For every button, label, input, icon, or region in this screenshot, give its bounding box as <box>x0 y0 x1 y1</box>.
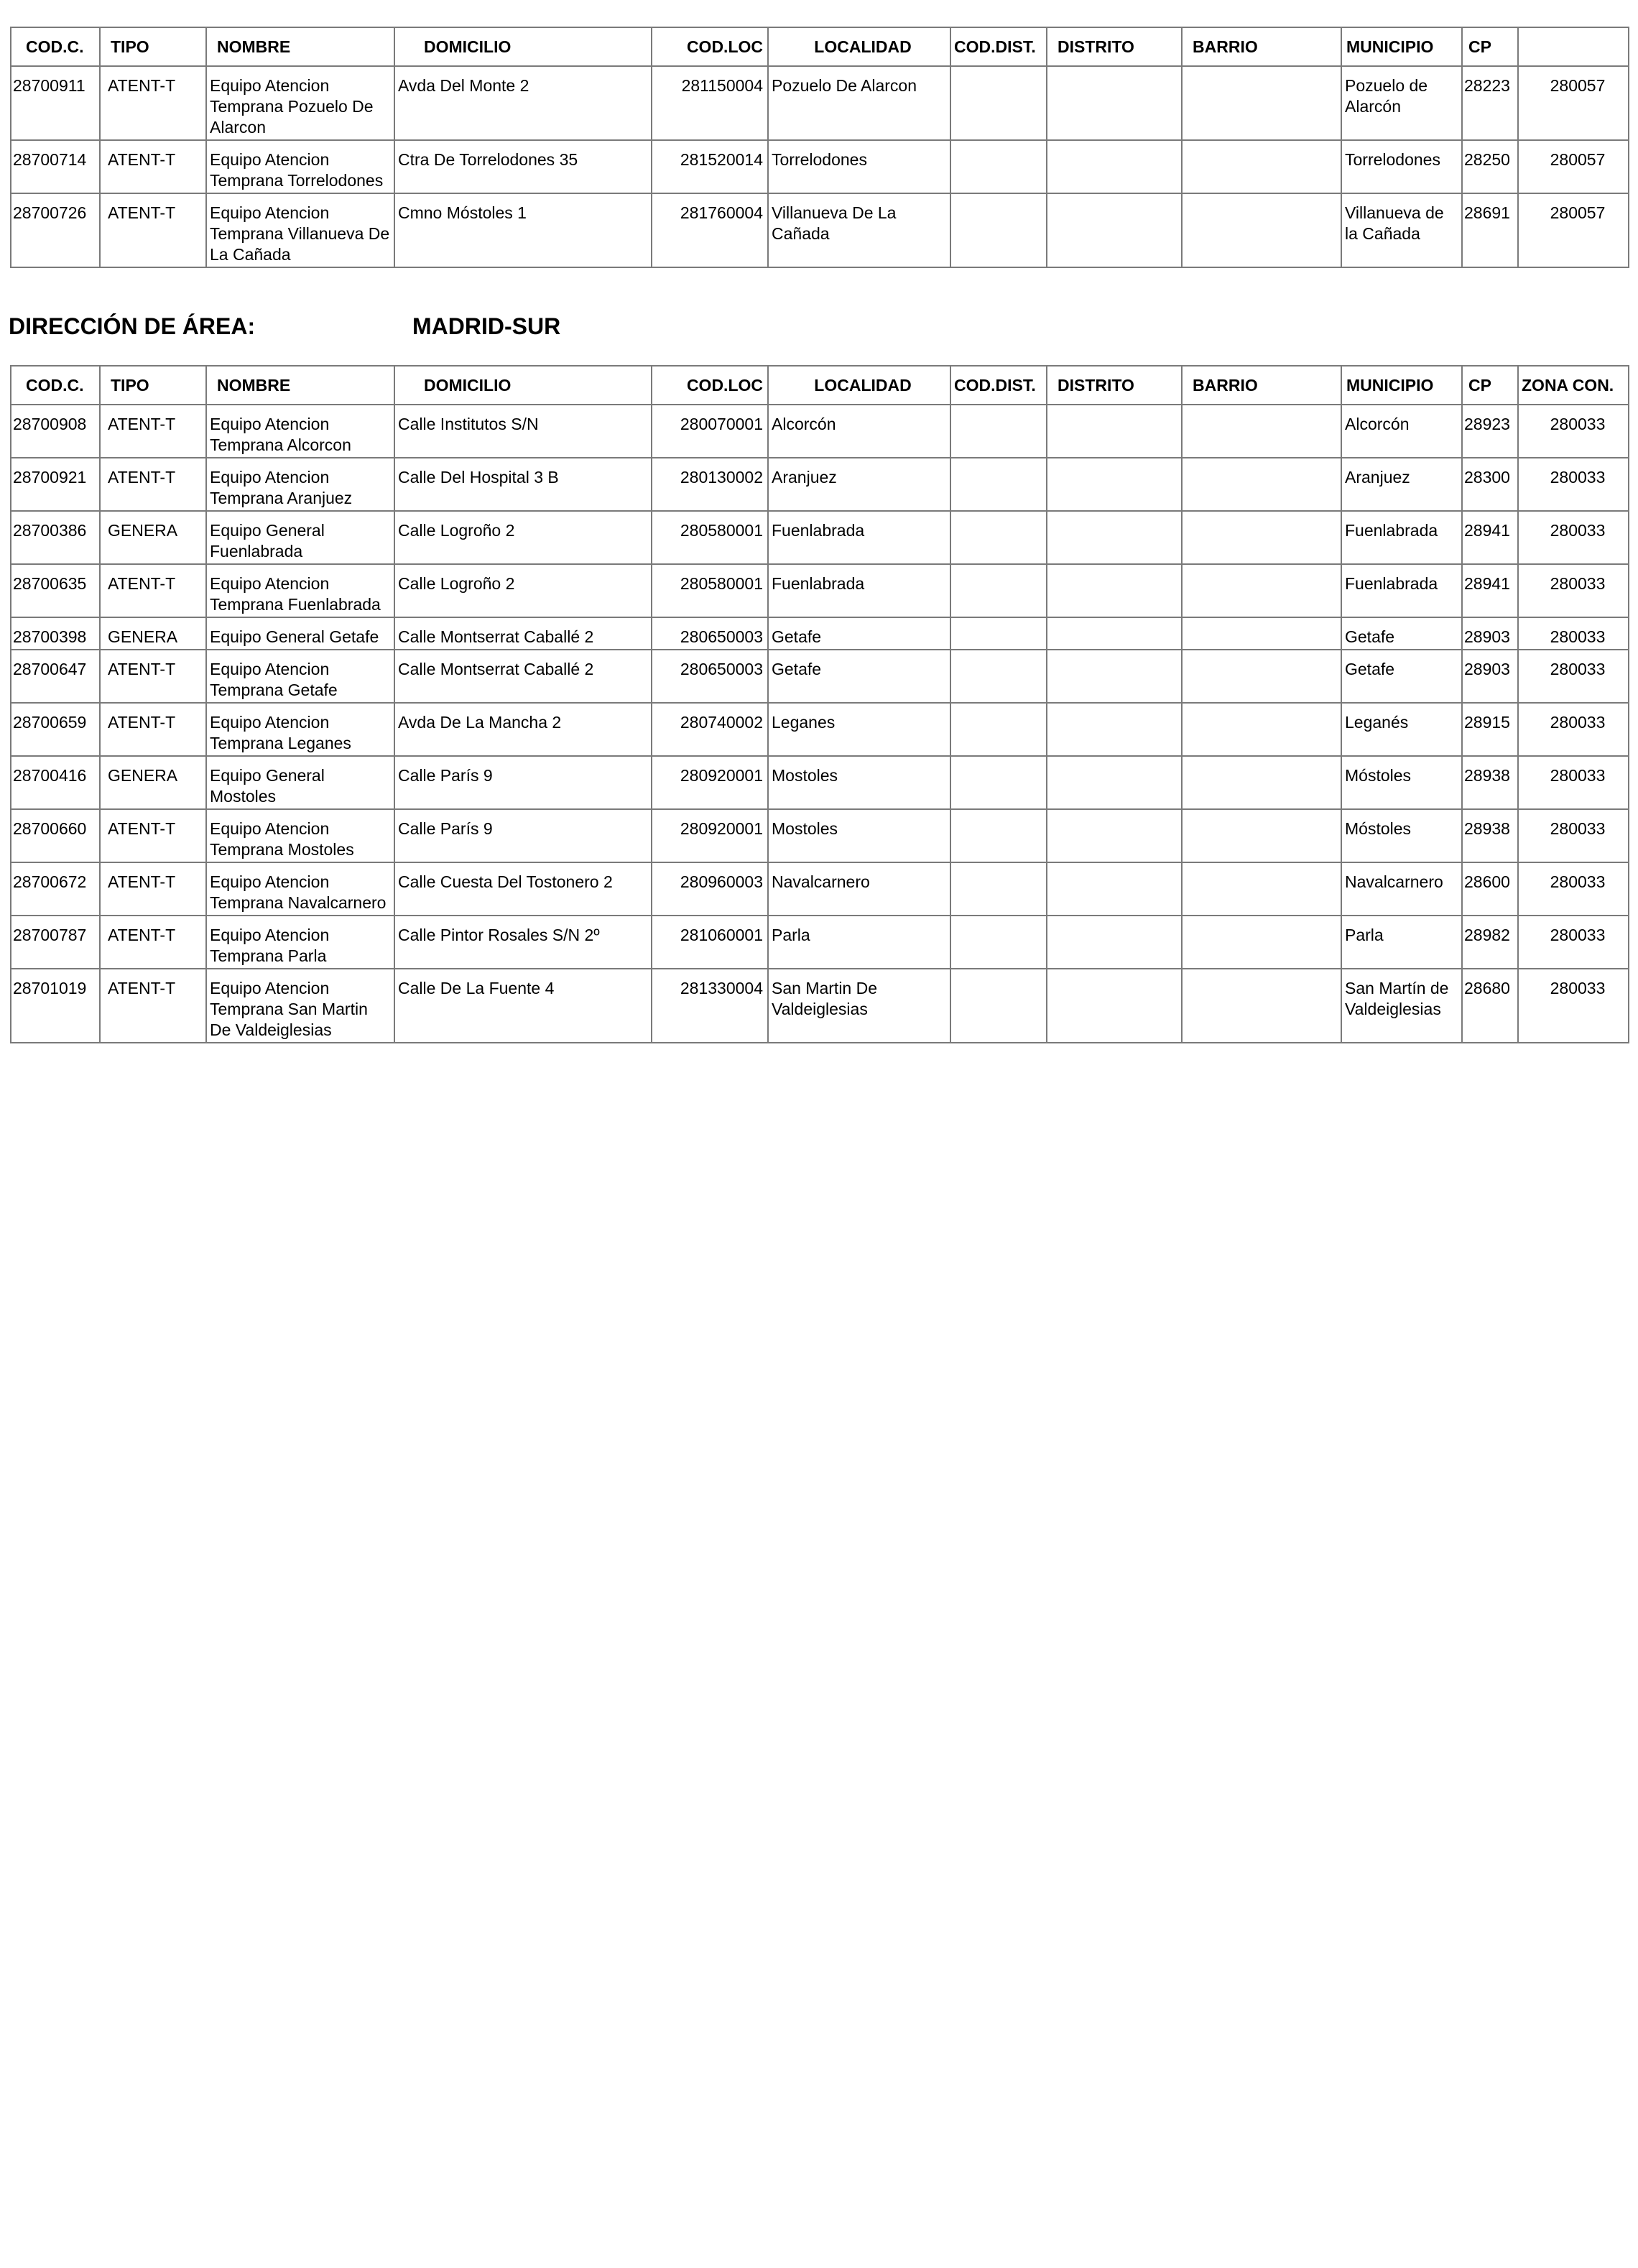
cell-cp: 28223 <box>1462 66 1518 140</box>
cell-tipo: GENERA <box>100 511 206 564</box>
col-header-localidad: LOCALIDAD <box>768 366 950 405</box>
cell-zona: 280033 <box>1518 458 1629 511</box>
cell-codc: 28700398 <box>11 617 100 650</box>
cell-cp: 28915 <box>1462 703 1518 756</box>
cell-coddist <box>950 458 1047 511</box>
cell-distrito <box>1047 809 1182 862</box>
table-row <box>11 405 1629 458</box>
cell-zona: 280033 <box>1518 703 1629 756</box>
cell-nombre: Equipo General Mostoles <box>206 756 394 809</box>
cell-domicilio: Calle Logroño 2 <box>394 564 652 617</box>
cell-barrio <box>1182 969 1341 1043</box>
cell-localidad: Navalcarnero <box>768 862 950 916</box>
cell-municipio: Alcorcón <box>1341 405 1462 458</box>
cell-cp: 28300 <box>1462 458 1518 511</box>
cell-barrio <box>1182 862 1341 916</box>
cell-domicilio: Ctra De Torrelodones 35 <box>394 140 652 193</box>
cell-zona: 280033 <box>1518 405 1629 458</box>
cell-cp: 28938 <box>1462 809 1518 862</box>
table-row <box>11 809 1629 862</box>
cell-cp: 28938 <box>1462 756 1518 809</box>
cell-barrio <box>1182 140 1341 193</box>
cell-nombre: Equipo Atencion Temprana Getafe <box>206 650 394 703</box>
col-header-domicilio: DOMICILIO <box>394 366 652 405</box>
cell-tipo: ATENT-T <box>100 809 206 862</box>
cell-barrio <box>1182 511 1341 564</box>
col-header-codc: COD.C. <box>11 366 100 405</box>
table-body <box>11 405 1629 1043</box>
col-header-nombre: NOMBRE <box>206 27 394 66</box>
col-header-tipo: TIPO <box>100 366 206 405</box>
cell-distrito <box>1047 405 1182 458</box>
cell-codloc: 280580001 <box>652 564 768 617</box>
cell-coddist <box>950 916 1047 969</box>
table-row <box>11 969 1629 1043</box>
cell-barrio <box>1182 703 1341 756</box>
cell-distrito <box>1047 916 1182 969</box>
cell-nombre: Equipo Atencion Temprana Parla <box>206 916 394 969</box>
cell-localidad: Pozuelo De Alarcon <box>768 66 950 140</box>
col-header-cp: CP <box>1462 366 1518 405</box>
col-header-tipo: TIPO <box>100 27 206 66</box>
cell-coddist <box>950 969 1047 1043</box>
cell-municipio: Fuenlabrada <box>1341 511 1462 564</box>
cell-coddist <box>950 140 1047 193</box>
cell-municipio: Navalcarnero <box>1341 862 1462 916</box>
cell-nombre: Equipo Atencion Temprana Navalcarnero <box>206 862 394 916</box>
cell-codloc: 281060001 <box>652 916 768 969</box>
cell-coddist <box>950 617 1047 650</box>
table-row <box>11 862 1629 916</box>
cell-codc: 28700647 <box>11 650 100 703</box>
cell-zona: 280057 <box>1518 193 1629 267</box>
cell-municipio: San Martín de Valdeiglesias <box>1341 969 1462 1043</box>
cell-distrito <box>1047 650 1182 703</box>
cell-codc: 28700911 <box>11 66 100 140</box>
cell-codc: 28701019 <box>11 969 100 1043</box>
col-header-zona-empty <box>1518 27 1629 66</box>
cell-codc: 28700672 <box>11 862 100 916</box>
cell-coddist <box>950 650 1047 703</box>
cell-cp: 28903 <box>1462 650 1518 703</box>
cell-domicilio: Calle Montserrat Caballé 2 <box>394 650 652 703</box>
cell-codloc: 280580001 <box>652 511 768 564</box>
cell-barrio <box>1182 66 1341 140</box>
cell-tipo: ATENT-T <box>100 916 206 969</box>
cell-localidad: Mostoles <box>768 756 950 809</box>
cell-domicilio: Calle París 9 <box>394 756 652 809</box>
col-header-barrio: BARRIO <box>1182 27 1341 66</box>
table-row <box>11 458 1629 511</box>
cell-coddist <box>950 193 1047 267</box>
col-header-coddist: COD.DIST. <box>950 366 1047 405</box>
cell-localidad: Mostoles <box>768 809 950 862</box>
cell-municipio: Fuenlabrada <box>1341 564 1462 617</box>
table-row <box>11 756 1629 809</box>
col-header-distrito: DISTRITO <box>1047 366 1182 405</box>
cell-tipo: ATENT-T <box>100 458 206 511</box>
table-body <box>11 66 1629 267</box>
cell-municipio: Villanueva de la Cañada <box>1341 193 1462 267</box>
cell-codloc: 280920001 <box>652 809 768 862</box>
cell-cp: 28941 <box>1462 511 1518 564</box>
cell-municipio: Móstoles <box>1341 809 1462 862</box>
cell-barrio <box>1182 617 1341 650</box>
cell-localidad: San Martin De Valdeiglesias <box>768 969 950 1043</box>
cell-zona: 280033 <box>1518 862 1629 916</box>
cell-localidad: Fuenlabrada <box>768 564 950 617</box>
cell-domicilio: Avda De La Mancha 2 <box>394 703 652 756</box>
cell-barrio <box>1182 458 1341 511</box>
cell-distrito <box>1047 458 1182 511</box>
cell-tipo: ATENT-T <box>100 564 206 617</box>
cell-municipio: Getafe <box>1341 650 1462 703</box>
cell-localidad: Fuenlabrada <box>768 511 950 564</box>
cell-coddist <box>950 809 1047 862</box>
cell-codc: 28700659 <box>11 703 100 756</box>
cell-distrito <box>1047 564 1182 617</box>
cell-distrito <box>1047 969 1182 1043</box>
cell-codc: 28700726 <box>11 193 100 267</box>
cell-tipo: ATENT-T <box>100 405 206 458</box>
cell-coddist <box>950 703 1047 756</box>
cell-barrio <box>1182 916 1341 969</box>
cell-municipio: Móstoles <box>1341 756 1462 809</box>
cell-nombre: Equipo Atencion Temprana Aranjuez <box>206 458 394 511</box>
cell-cp: 28923 <box>1462 405 1518 458</box>
centers-table-madrid-sur <box>10 365 1629 1043</box>
cell-zona: 280033 <box>1518 809 1629 862</box>
cell-tipo: ATENT-T <box>100 703 206 756</box>
cell-nombre: Equipo Atencion Temprana Torrelodones <box>206 140 394 193</box>
cell-barrio <box>1182 809 1341 862</box>
cell-domicilio: Calle De La Fuente 4 <box>394 969 652 1043</box>
cell-codloc: 281760004 <box>652 193 768 267</box>
cell-zona: 280033 <box>1518 916 1629 969</box>
cell-zona: 280033 <box>1518 650 1629 703</box>
col-header-nombre: NOMBRE <box>206 366 394 405</box>
cell-localidad: Torrelodones <box>768 140 950 193</box>
col-header-cp: CP <box>1462 27 1518 66</box>
cell-distrito <box>1047 617 1182 650</box>
cell-domicilio: Cmno Móstoles 1 <box>394 193 652 267</box>
cell-nombre: Equipo Atencion Temprana Alcorcon <box>206 405 394 458</box>
cell-domicilio: Calle Institutos S/N <box>394 405 652 458</box>
cell-cp: 28982 <box>1462 916 1518 969</box>
cell-barrio <box>1182 193 1341 267</box>
cell-nombre: Equipo General Fuenlabrada <box>206 511 394 564</box>
col-header-municipio: MUNICIPIO <box>1341 27 1462 66</box>
cell-coddist <box>950 405 1047 458</box>
cell-localidad: Getafe <box>768 650 950 703</box>
cell-codloc: 280960003 <box>652 862 768 916</box>
cell-codloc: 280740002 <box>652 703 768 756</box>
cell-tipo: ATENT-T <box>100 969 206 1043</box>
cell-nombre: Equipo Atencion Temprana Fuenlabrada <box>206 564 394 617</box>
section-value: MADRID-SUR <box>412 313 561 339</box>
cell-cp: 28941 <box>1462 564 1518 617</box>
col-header-municipio: MUNICIPIO <box>1341 366 1462 405</box>
cell-cp: 28903 <box>1462 617 1518 650</box>
cell-distrito <box>1047 140 1182 193</box>
cell-zona: 280057 <box>1518 140 1629 193</box>
cell-domicilio: Avda Del Monte 2 <box>394 66 652 140</box>
cell-zona: 280033 <box>1518 756 1629 809</box>
cell-coddist <box>950 756 1047 809</box>
cell-codloc: 281150004 <box>652 66 768 140</box>
cell-tipo: ATENT-T <box>100 650 206 703</box>
cell-tipo: ATENT-T <box>100 140 206 193</box>
section-label: DIRECCIÓN DE ÁREA: <box>9 313 256 339</box>
cell-localidad: Villanueva De La Cañada <box>768 193 950 267</box>
cell-coddist <box>950 511 1047 564</box>
cell-nombre: Equipo Atencion Temprana Leganes <box>206 703 394 756</box>
table-row <box>11 703 1629 756</box>
cell-zona: 280033 <box>1518 511 1629 564</box>
cell-nombre: Equipo Atencion Temprana Pozuelo De Alarcon <box>206 66 394 140</box>
cell-domicilio: Calle Cuesta Del Tostonero 2 <box>394 862 652 916</box>
cell-cp: 28691 <box>1462 193 1518 267</box>
cell-codloc: 281330004 <box>652 969 768 1043</box>
cell-nombre: Equipo Atencion Temprana Villanueva De La Cañada <box>206 193 394 267</box>
cell-zona: 280033 <box>1518 969 1629 1043</box>
cell-tipo: GENERA <box>100 617 206 650</box>
cell-zona: 280033 <box>1518 564 1629 617</box>
cell-codc: 28700908 <box>11 405 100 458</box>
cell-zona: 280057 <box>1518 66 1629 140</box>
table-row <box>11 650 1629 703</box>
cell-domicilio: Calle Logroño 2 <box>394 511 652 564</box>
cell-coddist <box>950 862 1047 916</box>
col-header-codloc: COD.LOC <box>652 27 768 66</box>
cell-tipo: ATENT-T <box>100 193 206 267</box>
col-header-distrito: DISTRITO <box>1047 27 1182 66</box>
cell-distrito <box>1047 862 1182 916</box>
table-row <box>11 140 1629 193</box>
cell-codloc: 280070001 <box>652 405 768 458</box>
table-row <box>11 193 1629 267</box>
table-row <box>11 617 1629 650</box>
cell-codc: 28700660 <box>11 809 100 862</box>
cell-coddist <box>950 66 1047 140</box>
cell-barrio <box>1182 756 1341 809</box>
col-header-localidad: LOCALIDAD <box>768 27 950 66</box>
cell-coddist <box>950 564 1047 617</box>
cell-domicilio: Calle París 9 <box>394 809 652 862</box>
table-header-row <box>11 27 1629 66</box>
table-row <box>11 564 1629 617</box>
cell-codloc: 280130002 <box>652 458 768 511</box>
table-row <box>11 511 1629 564</box>
cell-codc: 28700386 <box>11 511 100 564</box>
cell-municipio: Leganés <box>1341 703 1462 756</box>
cell-barrio <box>1182 405 1341 458</box>
cell-codloc: 281520014 <box>652 140 768 193</box>
cell-barrio <box>1182 564 1341 617</box>
centers-table-top <box>10 27 1629 268</box>
cell-codc: 28700635 <box>11 564 100 617</box>
cell-codc: 28700416 <box>11 756 100 809</box>
col-header-barrio: BARRIO <box>1182 366 1341 405</box>
cell-distrito <box>1047 511 1182 564</box>
cell-municipio: Aranjuez <box>1341 458 1462 511</box>
cell-cp: 28600 <box>1462 862 1518 916</box>
cell-domicilio: Calle Montserrat Caballé 2 <box>394 617 652 650</box>
table-row <box>11 66 1629 140</box>
cell-codloc: 280650003 <box>652 617 768 650</box>
cell-domicilio: Calle Pintor Rosales S/N 2º <box>394 916 652 969</box>
table-row <box>11 916 1629 969</box>
cell-municipio: Torrelodones <box>1341 140 1462 193</box>
cell-nombre: Equipo General Getafe <box>206 617 394 650</box>
cell-distrito <box>1047 756 1182 809</box>
col-header-zona: ZONA CON. <box>1518 366 1629 405</box>
cell-codc: 28700714 <box>11 140 100 193</box>
table-header-row <box>11 366 1629 405</box>
cell-localidad: Aranjuez <box>768 458 950 511</box>
col-header-domicilio: DOMICILIO <box>394 27 652 66</box>
cell-zona: 280033 <box>1518 617 1629 650</box>
cell-distrito <box>1047 66 1182 140</box>
cell-codloc: 280650003 <box>652 650 768 703</box>
cell-distrito <box>1047 703 1182 756</box>
cell-cp: 28250 <box>1462 140 1518 193</box>
cell-municipio: Pozuelo de Alarcón <box>1341 66 1462 140</box>
col-header-codloc: COD.LOC <box>652 366 768 405</box>
col-header-codc: COD.C. <box>11 27 100 66</box>
cell-tipo: ATENT-T <box>100 66 206 140</box>
cell-domicilio: Calle Del Hospital 3 B <box>394 458 652 511</box>
cell-municipio: Getafe <box>1341 617 1462 650</box>
cell-codloc: 280920001 <box>652 756 768 809</box>
cell-codc: 28700921 <box>11 458 100 511</box>
cell-codc: 28700787 <box>11 916 100 969</box>
cell-tipo: ATENT-T <box>100 862 206 916</box>
cell-barrio <box>1182 650 1341 703</box>
cell-tipo: GENERA <box>100 756 206 809</box>
cell-localidad: Alcorcón <box>768 405 950 458</box>
cell-nombre: Equipo Atencion Temprana Mostoles <box>206 809 394 862</box>
cell-municipio: Parla <box>1341 916 1462 969</box>
cell-localidad: Getafe <box>768 617 950 650</box>
cell-localidad: Leganes <box>768 703 950 756</box>
cell-cp: 28680 <box>1462 969 1518 1043</box>
cell-distrito <box>1047 193 1182 267</box>
col-header-coddist: COD.DIST. <box>950 27 1047 66</box>
cell-nombre: Equipo Atencion Temprana San Martin De Valdeiglesias <box>206 969 394 1043</box>
cell-localidad: Parla <box>768 916 950 969</box>
